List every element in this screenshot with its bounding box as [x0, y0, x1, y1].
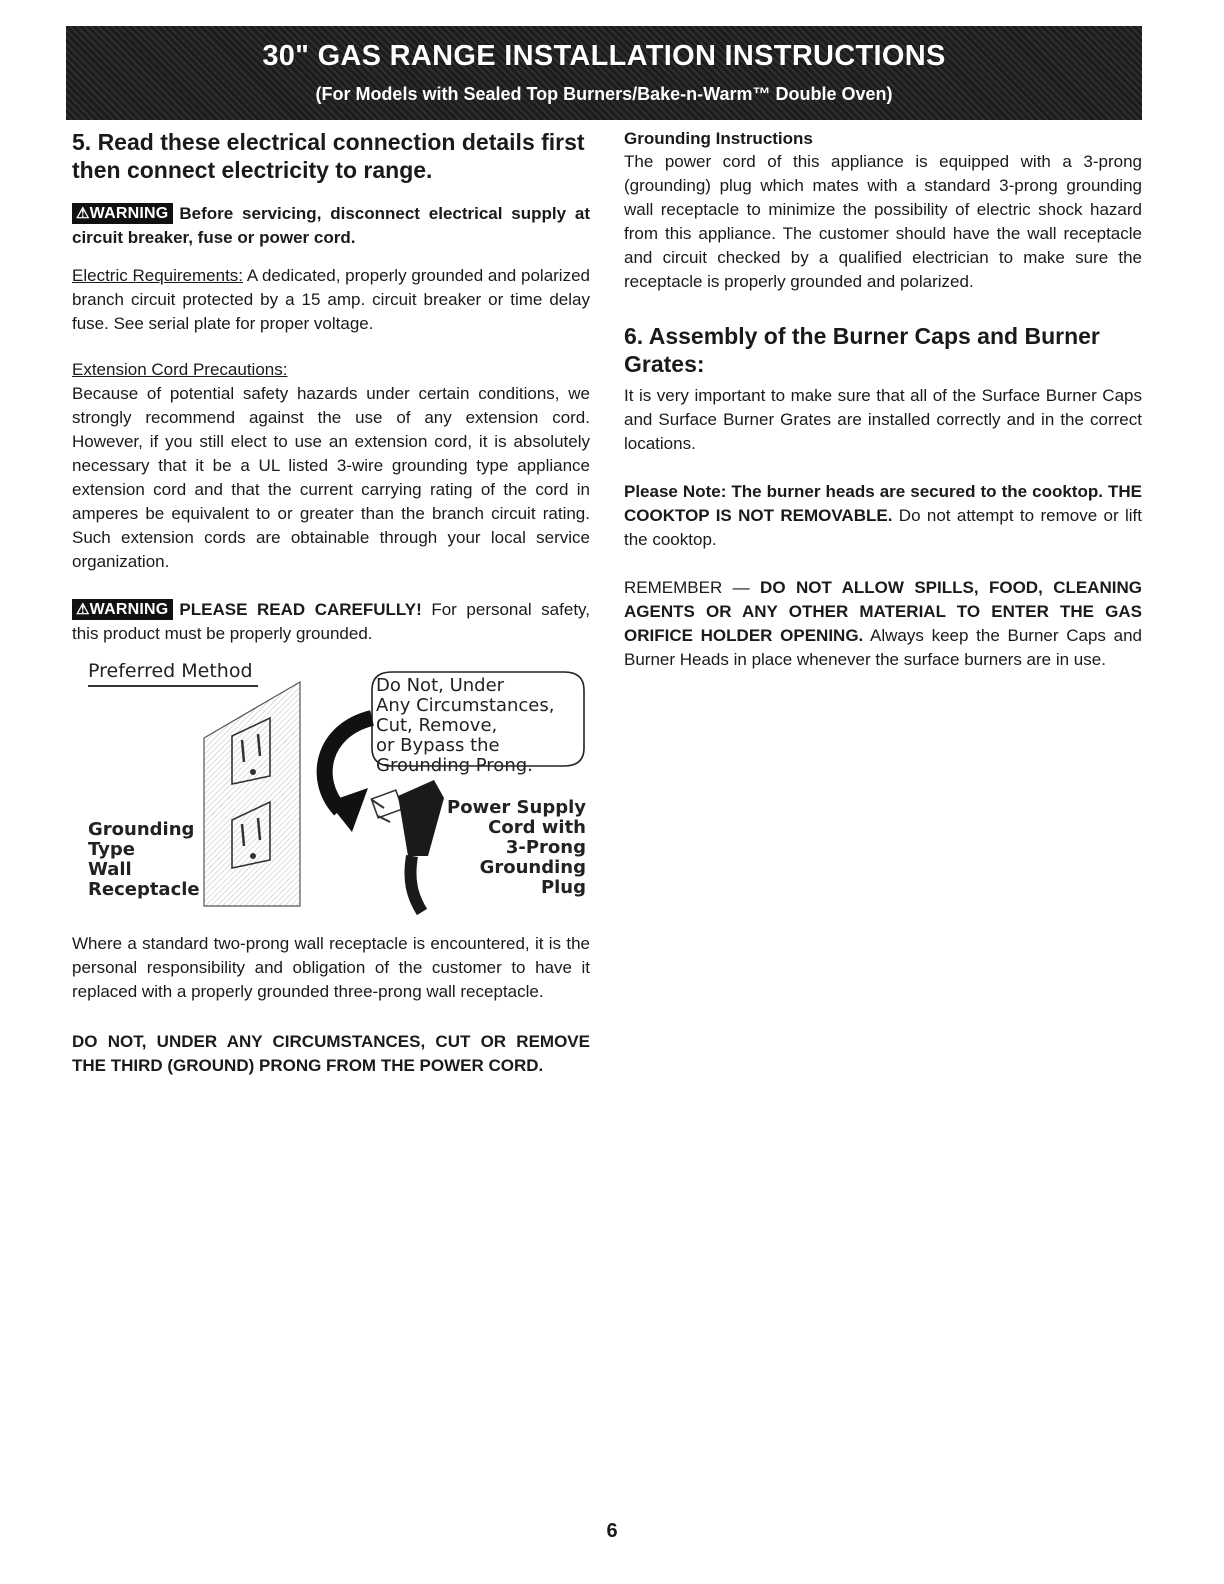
grounding-text: The power cord of this appliance is equipped with a 3-prong (grounding) plug which mates with a standard 3-prong grounding wall receptacle to minimize the possibility of electric shock hazard from this appliance. The customer should have the wall receptacle and circuit checked by a qualified electrician to make sure the receptacle is properly grounded and polarized.: [624, 152, 1142, 291]
warning-text: Before servicing, disconnect electrical supply at circuit breaker, fuse or power cord.: [72, 204, 590, 247]
section-6-text: It is very important to make sure that all of the Surface Burner Caps and Surface Burner Grates are installed correctly and in the correct locations.: [624, 386, 1142, 453]
plug-line: 3-Prong: [505, 837, 586, 858]
bubble-line: Cut, Remove,: [376, 715, 498, 736]
plug-illustration: [371, 780, 444, 912]
grounding-heading: Grounding Instructions: [624, 129, 813, 148]
left-column: [72, 128, 590, 1078]
receptacle-line: Type: [88, 839, 135, 860]
warning2-label: WARNING: [89, 601, 169, 618]
warning-paragraph: [72, 202, 590, 250]
grounding-figure: [72, 660, 590, 922]
plug-line: Plug: [540, 877, 586, 898]
bubble-line: or Bypass the: [376, 735, 500, 756]
cooktop-note: [624, 480, 1142, 552]
remember-text: Always keep the Burner Caps and Burner Heads in place whenever the surface burners are in use.: [624, 626, 1142, 669]
warning2-bold: PLEASE READ CAREFULLY!: [179, 600, 422, 619]
warning-badge: [72, 203, 173, 224]
bubble-line: Any Circumstances,: [376, 695, 555, 716]
plug-label: [447, 798, 586, 898]
receptacle-line: Grounding: [88, 819, 195, 840]
wall-plate: [204, 682, 300, 906]
warning2-text: For personal safety, this product must be properly grounded.: [72, 600, 591, 643]
plug-line: Grounding: [479, 857, 586, 878]
electric-requirements-text: A dedicated, properly grounded and polarized branch circuit protected by a 15 amp. circuit breaker or time delay fuse. See serial plate for proper voltage.: [72, 266, 590, 333]
section-6-heading: 6. Assembly of the Burner Caps and Burner Grates:: [624, 323, 1100, 377]
plug-line: Cord with: [488, 817, 586, 838]
preferred-method-label: Preferred Method: [88, 660, 253, 682]
remember-bold: DO NOT ALLOW SPILLS, FOOD, CLEANING AGENTS OR ANY OTHER MATERIAL TO ENTER THE GAS ORIFICE HOLDER OPENING.: [624, 578, 1142, 645]
receptacle-line: Receptacle: [88, 879, 200, 900]
extension-cord-text: Because of potential safety hazards under certain conditions, we strongly recommend against the use of any extension cord. However, if you still elect to use an extension cord, it is absolutely necessary that it be a UL listed 3-wire grounding type appliance extension cord and that the current carrying rating of the cord in amperes be equivalent to or greater than the branch circuit rating. Such extension cords are obtainable through your local service organization.: [72, 384, 590, 571]
caution-text: DO NOT, UNDER ANY CIRCUMSTANCES, CUT OR REMOVE THE THIRD (GROUND) PRONG FROM THE POWER CORD.: [72, 1032, 590, 1075]
warning2-paragraph: [72, 598, 590, 646]
warning-triangle-icon: ⚠: [76, 601, 90, 618]
section-5-heading: 5. Read these electrical connection details first then connect electricity to range.: [72, 129, 585, 183]
electric-requirements: [72, 264, 590, 336]
remember-label: REMEMBER: [624, 578, 723, 597]
warning2-badge: [72, 599, 173, 620]
remember-paragraph: REMEMBER — DO NOT ALLOW SPILLS, FOOD, CLEANING AGENTS OR ANY OTHER MATERIAL TO ENTER THE GAS ORIFICE HOLDER OPENING. Always keep the Burner Caps and Burner Heads in place whenever the surface burners are in use.: [624, 578, 1142, 669]
warning-label: WARNING: [89, 205, 169, 222]
bubble-line: Grounding Prong.: [376, 755, 533, 776]
right-column: [624, 128, 1142, 672]
cooktop-note-text: Do not attempt to remove or lift the cooktop.: [624, 506, 1142, 549]
plug-line: Power Supply: [447, 797, 586, 818]
extension-cord-label: Extension Cord Precautions:: [72, 360, 288, 379]
page-subtitle: (For Models with Sealed Top Burners/Bake-n-Warm™ Double Oven): [315, 84, 893, 104]
cooktop-note-bold: Please Note: The burner heads are secured to the cooktop. THE COOKTOP IS NOT REMOVABLE.: [624, 482, 1142, 525]
receptacle-label: [88, 820, 200, 900]
bubble-line: Do Not, Under: [376, 675, 505, 696]
two-prong-text: Where a standard two-prong wall receptacle is encountered, it is the personal responsibility and obligation of the customer to have it replaced with a properly grounded three-prong wall receptacle.: [72, 934, 590, 1001]
header-banner: [66, 26, 1142, 120]
extension-cord-label-line: [72, 358, 590, 382]
bubble-text: [376, 676, 554, 776]
page-number: 6: [606, 1520, 618, 1542]
warning-triangle-icon: ⚠: [76, 205, 90, 222]
page-title: 30" GAS RANGE INSTALLATION INSTRUCTIONS: [262, 40, 946, 72]
electric-requirements-label: Electric Requirements:: [72, 266, 244, 285]
receptacle-line: Wall: [88, 859, 132, 880]
